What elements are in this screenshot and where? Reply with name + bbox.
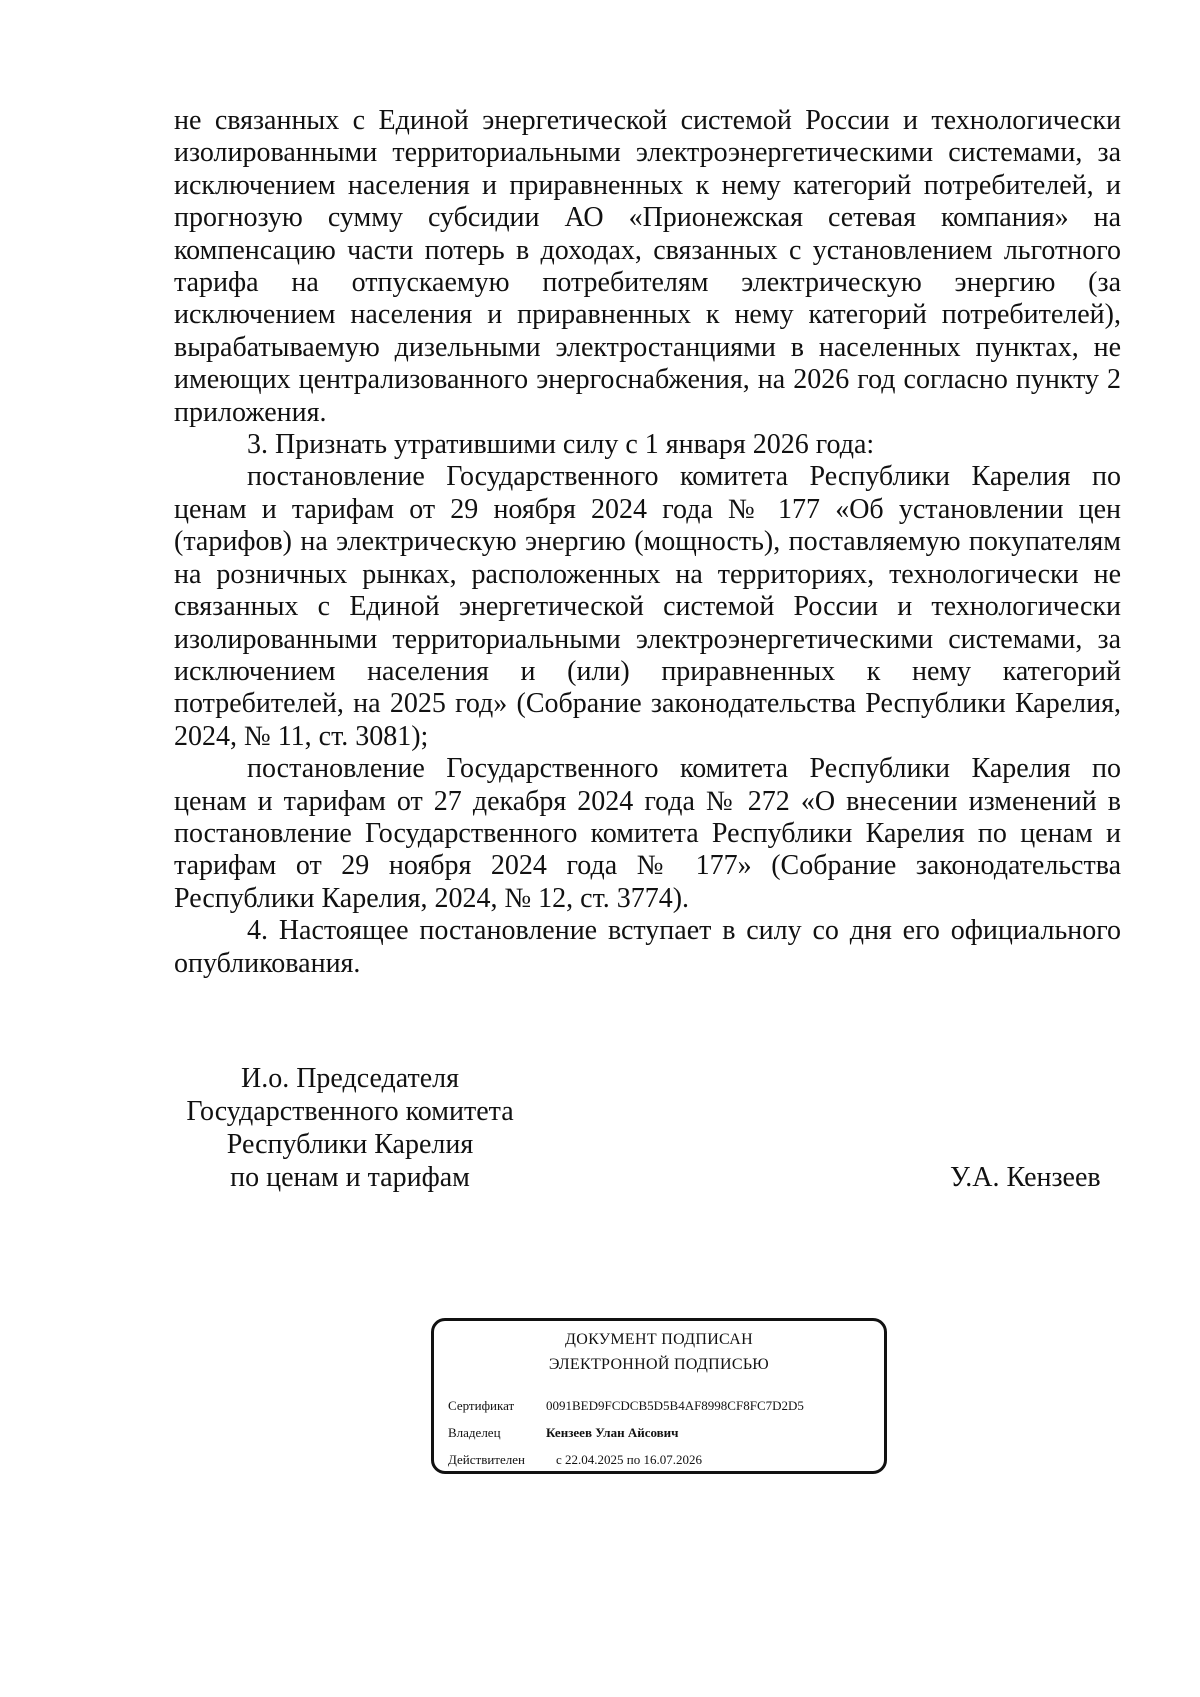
stamp-owner-row bbox=[448, 1425, 679, 1441]
stamp-owner-label: Владелец bbox=[448, 1425, 501, 1440]
stamp-owner-value: Кензеев Улан Айсович bbox=[546, 1425, 679, 1440]
stamp-validity-row bbox=[448, 1452, 702, 1468]
stamp-certificate-row bbox=[448, 1398, 804, 1414]
signatory-name: У.А. Кензеев bbox=[950, 1162, 1101, 1193]
stamp-certificate-label: Сертификат bbox=[448, 1398, 515, 1413]
signatory-position bbox=[160, 1062, 540, 1194]
paragraph-repealed-act-1: постановление Государственного комитета Республики Карелия по ценам и тарифам от 29 ноября 2024 года № 177 «Об установлении цен (тарифов) на электрическую энергию (мощность), поставляемую покупателям на розничных рынках, расположенных на территориях, технологически не связанных с Единой энергетической системой России и технологически изолированными территориальными электроэнергетическими системами, за исключением населения и (или) приравненных к нему категорий потребителей, на 2025 год» (Собрание законодательства Республики Карелия, 2024, № 11, ст. 3081); bbox=[174, 461, 1121, 752]
signatory-position-line: Государственного комитета bbox=[186, 1096, 514, 1127]
signatory-position-line: И.о. Председателя bbox=[240, 1063, 460, 1094]
stamp-validity-value: с 22.04.2025 по 16.07.2026 bbox=[556, 1452, 702, 1467]
paragraph-continuation: не связанных с Единой энергетической системой России и технологически изолированными территориальными электроэнергетическими системами, за исключением населения и приравненных к нему категорий потребителей, и прогнозую сумму субсидии АО «Прионежская сетевая компания» на компенсацию части потерь в доходах, связанных с установлением льготного тарифа на отпускаемую потребителям электрическую энергию (за исключением населения и приравненных к нему категорий потребителей), вырабатываемую дизельными электростанциями в населенных пунктах, не имеющих централизованного энергоснабжения, на 2026 год согласно пункту 2 приложения. bbox=[174, 105, 1121, 428]
signatory-position-line: Республики Карелия bbox=[226, 1129, 474, 1160]
paragraph-repealed-act-2: постановление Государственного комитета Республики Карелия по ценам и тарифам от 27 декабря 2024 года № 272 «О внесении изменений в постановление Государственного комитета Республики Карелия по ценам и тарифам от 29 ноября 2024 года № 177» (Собрание законодательства Республики Карелия, 2024, № 12, ст. 3774). bbox=[174, 753, 1121, 914]
stamp-validity-label: Действителен bbox=[448, 1452, 525, 1467]
paragraph-item-4: 4. Настоящее постановление вступает в силу со дня его официального опубликования. bbox=[174, 915, 1121, 979]
stamp-certificate-value: 0091BED9FCDCB5D5B4AF8998CF8FC7D2D5 bbox=[546, 1398, 804, 1413]
electronic-signature-stamp bbox=[431, 1318, 887, 1474]
stamp-title-line2: ЭЛЕКТРОННОЙ ПОДПИСЬЮ bbox=[548, 1356, 770, 1373]
document-body bbox=[174, 105, 1121, 980]
paragraph-item-3: 3. Признать утратившими силу с 1 января 2026 года: bbox=[247, 429, 875, 461]
signatory-position-line: по ценам и тарифам bbox=[230, 1162, 470, 1193]
stamp-title-line1: ДОКУМЕНТ ПОДПИСАН bbox=[565, 1331, 753, 1348]
